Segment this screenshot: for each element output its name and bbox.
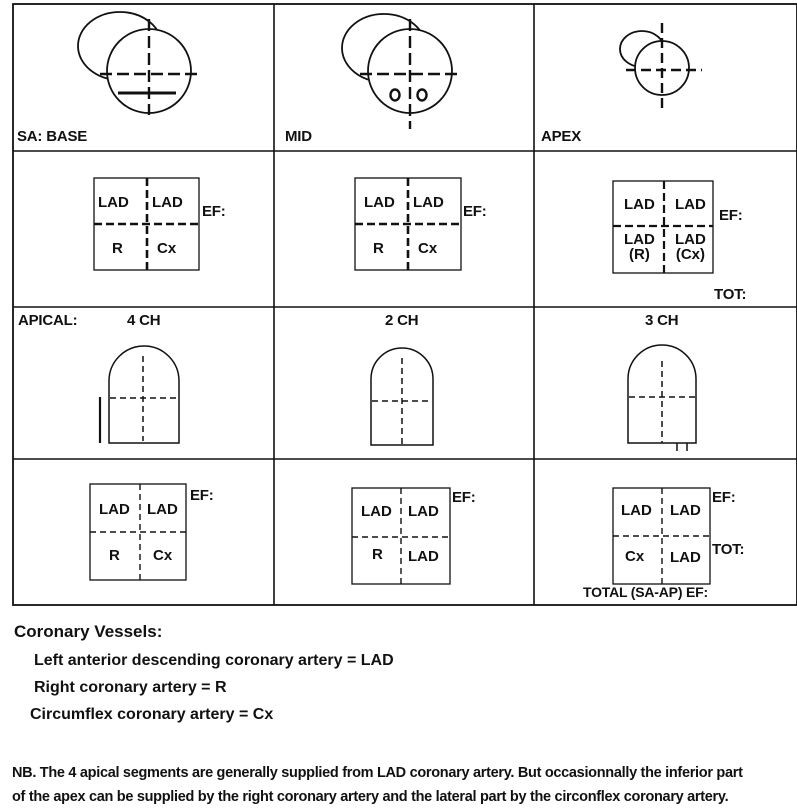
apical-3ch-seg-bl: Cx <box>625 548 645 565</box>
sa-mid-seg-tr: LAD <box>413 194 444 211</box>
apical-2ch-seg-tr: LAD <box>408 503 439 520</box>
apical-3ch-drawing <box>628 345 696 451</box>
apical-4ch-seg-tr: LAD <box>147 501 178 518</box>
apical-3ch-seg-tr: LAD <box>670 502 701 519</box>
sa-base-seg-tl: LAD <box>98 194 129 211</box>
sa-apex-ef: EF: <box>719 207 743 224</box>
apical-4ch-drawing <box>100 346 179 443</box>
sa-base-drawing <box>78 12 198 115</box>
apical-3ch-seg-br: LAD <box>670 549 701 566</box>
sa-base-ef: EF: <box>202 203 226 220</box>
apical-3ch-seg-tl: LAD <box>621 502 652 519</box>
apical-4ch-label: 4 CH <box>127 312 161 329</box>
legend-title: Coronary Vessels: <box>14 622 163 641</box>
sa-apex-drawing <box>620 23 702 113</box>
sa-apex-seg-br: LAD (Cx) <box>675 231 706 263</box>
apical-2ch-drawing <box>371 348 433 445</box>
sa-mid-seg-bl: R <box>373 240 384 257</box>
apical-label: APICAL: <box>18 312 78 329</box>
apical-2ch-seg-tl: LAD <box>361 503 392 520</box>
apical-3ch-label: 3 CH <box>645 312 679 329</box>
sa-mid-ef: EF: <box>463 203 487 220</box>
sa-apex-tot: TOT: <box>714 286 747 303</box>
sa-base-seg-br: Cx <box>157 240 177 257</box>
apical-4ch-seg-br: Cx <box>153 547 173 564</box>
sa-apex-label: APEX <box>541 128 582 145</box>
legend-item-cx: Circumflex coronary artery = Cx <box>30 706 274 723</box>
sa-mid-label: MID <box>285 128 312 145</box>
sa-apex-seg-tr: LAD <box>675 196 706 213</box>
apical-3ch-ef: EF: <box>712 489 736 506</box>
sa-base-seg-bl: R <box>112 240 123 257</box>
total-sa-ap-ef: TOTAL (SA-AP) EF: <box>583 584 708 600</box>
note-line-1: NB. The 4 apical segments are generally supplied from LAD coronary artery. But occasionnally the inferior part <box>12 765 743 781</box>
sa-apex-seg-tl: LAD <box>624 196 655 213</box>
sa-apex-seg-bl: LAD (R) <box>624 231 655 263</box>
note-line-2: of the apex can be supplied by the right coronary artery and the lateral part by the circonflex coronary artery. <box>12 789 729 805</box>
apical-4ch-seg-tl: LAD <box>99 501 130 518</box>
sa-mid-seg-br: Cx <box>418 240 438 257</box>
apical-2ch-seg-br: LAD <box>408 548 439 565</box>
apical-3ch-tot: TOT: <box>712 541 745 558</box>
sa-mid-seg-tl: LAD <box>364 194 395 211</box>
legend-item-lad: Left anterior descending coronary artery = LAD <box>34 652 394 669</box>
sa-mid-drawing <box>342 14 459 129</box>
sa-base-seg-tr: LAD <box>152 194 183 211</box>
apical-4ch-seg-bl: R <box>109 547 120 564</box>
apical-2ch-label: 2 CH <box>385 312 419 329</box>
legend-item-r: Right coronary artery = R <box>34 679 227 696</box>
apical-4ch-ef: EF: <box>190 487 214 504</box>
apical-2ch-seg-bl: R <box>372 546 383 563</box>
apical-2ch-ef: EF: <box>452 489 476 506</box>
sa-base-label: SA: BASE <box>17 128 88 145</box>
